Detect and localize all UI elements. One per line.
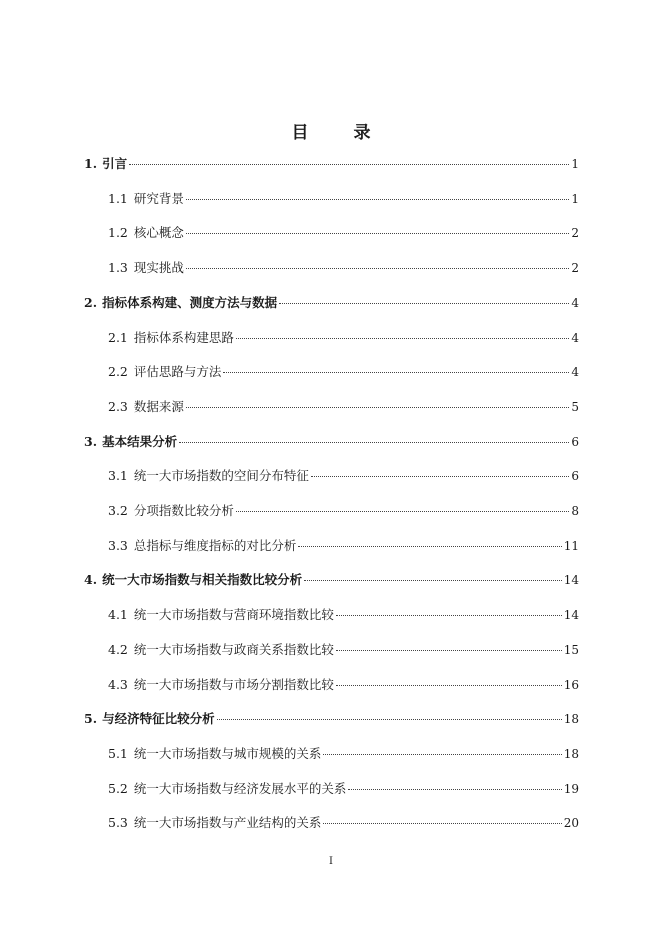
toc-entry-number: 5. bbox=[84, 711, 98, 727]
toc-entry-page: 6 bbox=[571, 434, 579, 449]
toc-entry-number: 1.2 bbox=[108, 225, 128, 241]
toc-entry-number: 2.1 bbox=[108, 329, 128, 345]
toc-section-entry[interactable] bbox=[108, 675, 579, 693]
toc-entry-number: 4.2 bbox=[108, 641, 128, 657]
toc-entry-page: 20 bbox=[563, 816, 579, 831]
toc-leader-dots bbox=[348, 789, 561, 790]
toc-entry-number: 1.3 bbox=[108, 260, 128, 276]
toc-entry-title: 统一大市场指数的空间分布特征 bbox=[133, 468, 309, 484]
toc-entry-page: 4 bbox=[571, 330, 579, 345]
toc-leader-dots bbox=[186, 233, 569, 234]
toc-entry-number: 5.1 bbox=[108, 745, 128, 761]
toc-entry-number: 2.2 bbox=[108, 364, 128, 380]
toc-leader-dots bbox=[186, 268, 569, 269]
toc-section-entry[interactable] bbox=[108, 501, 579, 519]
toc-entry-page: 8 bbox=[571, 504, 579, 518]
toc-chapter-entry[interactable] bbox=[84, 154, 579, 172]
toc-chapter-entry[interactable] bbox=[84, 293, 579, 311]
toc-entry-page: 14 bbox=[563, 573, 579, 588]
toc-section-entry[interactable] bbox=[108, 536, 579, 554]
toc-entry-page: 4 bbox=[571, 295, 579, 310]
toc-entry-number: 3.2 bbox=[108, 503, 128, 518]
toc-section-entry[interactable] bbox=[108, 466, 579, 484]
toc-leader-dots bbox=[323, 754, 561, 755]
toc-section-entry[interactable] bbox=[108, 258, 579, 276]
toc-entry-number: 3.1 bbox=[108, 468, 128, 484]
toc-entry-title: 统一大市场指数与市场分割指数比较 bbox=[133, 676, 334, 692]
toc-section-entry[interactable] bbox=[108, 362, 579, 380]
toc-entry-page: 15 bbox=[563, 642, 579, 657]
toc-entry-page: 18 bbox=[563, 746, 579, 761]
toc-entry-title: 评估思路与方法 bbox=[133, 364, 222, 380]
toc-entry-number: 3.3 bbox=[108, 537, 128, 553]
toc-section-entry[interactable] bbox=[108, 744, 579, 762]
page-number: I bbox=[329, 856, 333, 867]
toc-section-entry[interactable] bbox=[108, 189, 579, 207]
toc-entry-number: 1.1 bbox=[108, 190, 128, 206]
toc-entry-title: 与经济特征比较分析 bbox=[102, 711, 215, 727]
toc-leader-dots bbox=[223, 372, 569, 373]
toc-entry-title: 指标体系构建、测度方法与数据 bbox=[102, 294, 278, 310]
toc-entry-title: 基本结果分析 bbox=[102, 433, 178, 449]
toc-entry-page: 14 bbox=[563, 608, 579, 623]
toc-leader-dots bbox=[323, 823, 561, 824]
toc-chapter-entry[interactable] bbox=[84, 432, 579, 450]
toc-entry-title: 统一大市场指数与经济发展水平的关系 bbox=[133, 780, 347, 796]
toc-chapter-entry[interactable] bbox=[84, 709, 579, 727]
toc-entry-page: 1 bbox=[571, 191, 579, 206]
toc-leader-dots bbox=[236, 511, 569, 512]
toc-entry-number: 3. bbox=[84, 433, 98, 449]
toc-section-entry[interactable] bbox=[108, 640, 579, 658]
toc-leader-dots bbox=[129, 164, 569, 165]
toc-entry-number: 4.3 bbox=[108, 676, 128, 692]
toc-entry-page: 6 bbox=[571, 469, 579, 484]
toc-leader-dots bbox=[336, 615, 562, 616]
toc-leader-dots bbox=[336, 650, 562, 651]
toc-entry-title: 总指标与维度指标的对比分析 bbox=[133, 537, 297, 553]
page-title: 目 录 bbox=[291, 123, 385, 143]
toc-entry-page: 18 bbox=[563, 712, 579, 727]
toc-entry-number: 2.3 bbox=[108, 398, 128, 414]
toc-entry-title: 核心概念 bbox=[133, 225, 184, 241]
toc-leader-dots bbox=[298, 546, 561, 547]
toc-entry-title: 指标体系构建思路 bbox=[133, 329, 234, 345]
toc-section-entry[interactable] bbox=[108, 397, 579, 415]
toc-entry-number: 4.1 bbox=[108, 607, 128, 623]
toc-section-entry[interactable] bbox=[108, 605, 579, 623]
toc-entry-page: 5 bbox=[571, 399, 579, 414]
toc-entry-title: 现实挑战 bbox=[133, 260, 184, 276]
toc-entry-page: 2 bbox=[571, 261, 579, 276]
toc-entry-title: 统一大市场指数与相关指数比较分析 bbox=[102, 572, 303, 588]
toc-leader-dots bbox=[186, 199, 569, 200]
toc-leader-dots bbox=[217, 719, 562, 720]
toc-entry-title: 统一大市场指数与营商环境指数比较 bbox=[133, 607, 334, 623]
toc-leader-dots bbox=[179, 442, 569, 443]
toc-entry-page: 16 bbox=[563, 677, 579, 692]
toc-entry-title: 统一大市场指数与产业结构的关系 bbox=[133, 815, 322, 831]
toc-entry-page: 2 bbox=[571, 226, 579, 241]
toc-entry-page: 19 bbox=[563, 781, 579, 796]
toc-entry-title: 统一大市场指数与城市规模的关系 bbox=[133, 745, 322, 761]
toc-leader-dots bbox=[311, 476, 569, 477]
toc-entry-page: 11 bbox=[563, 538, 579, 553]
toc-entry-number: 5.2 bbox=[108, 780, 128, 796]
toc-section-entry[interactable] bbox=[108, 328, 579, 346]
toc-section-entry[interactable] bbox=[108, 779, 579, 797]
toc-entry-title: 统一大市场指数与政商关系指数比较 bbox=[133, 641, 334, 657]
toc-entry-title: 分项指数比较分析 bbox=[133, 503, 234, 518]
toc-entry-title: 数据来源 bbox=[133, 398, 184, 414]
toc-entry-page: 1 bbox=[571, 157, 579, 171]
toc-section-entry[interactable] bbox=[108, 223, 579, 241]
toc-leader-dots bbox=[336, 685, 562, 686]
toc-section-entry[interactable] bbox=[108, 813, 579, 831]
toc-leader-dots bbox=[304, 580, 562, 581]
toc-leader-dots bbox=[236, 338, 569, 339]
toc-entry-title: 研究背景 bbox=[133, 190, 184, 206]
toc-entry-title: 引言 bbox=[102, 156, 128, 171]
toc-chapter-entry[interactable] bbox=[84, 570, 579, 588]
toc-leader-dots bbox=[186, 407, 569, 408]
toc-entry-page: 4 bbox=[571, 365, 579, 380]
toc-entry-number: 4. bbox=[84, 572, 98, 588]
toc-leader-dots bbox=[279, 303, 569, 304]
toc-entry-number: 2. bbox=[84, 294, 98, 310]
toc-entry-number: 5.3 bbox=[108, 815, 128, 831]
toc-entry-number: 1. bbox=[84, 156, 98, 171]
